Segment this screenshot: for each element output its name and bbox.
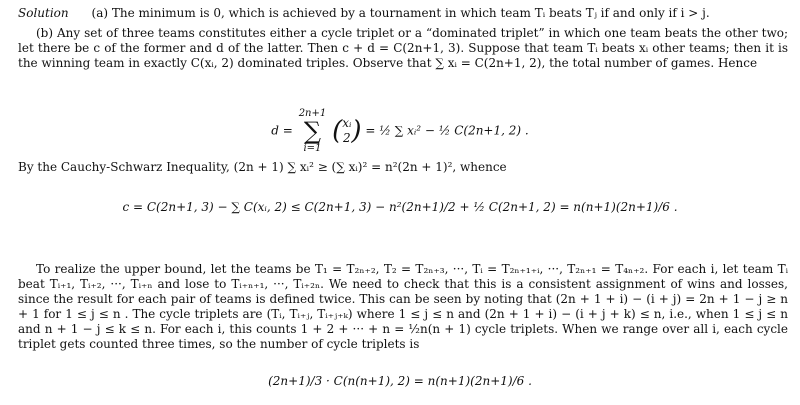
part-a-text: (a) The minimum is 0, which is achieved by a tournament in which team Tᵢ beats Tⱼ if and only if i > j. [91, 6, 710, 20]
solution-heading: Solution [18, 6, 69, 20]
equation-c: c = C(2n+1, 3) − ∑ C(xᵢ, 2) ≤ C(2n+1, 3) − n²(2n+1)/2 + ½ C(2n+1, 2) = n(n+1)(2n+1)/6 . [122, 200, 678, 214]
sum-symbol: 2n+1 ∑ i=1 [298, 108, 327, 154]
binomial-paren: ) [351, 116, 362, 146]
solution-part-a [18, 6, 788, 21]
upper-bound-paragraph: To realize the upper bound, let the teams be T₁ = T₂ₙ₊₂, T₂ = T₂ₙ₊₃, ···, Tᵢ = T₂ₙ₊₁₊ᵢ, ···, T₂ₙ₊₁ = T₄ₙ₊₂. For each i, let team Tᵢ beat Tᵢ₊₁, Tᵢ₊₂, ···, Tᵢ₊ₙ and lose to Tᵢ₊ₙ₊₁, ···, Tᵢ₊₂ₙ. We need to check that this is a consistent assignment of wins and losses, since the result for each pair of teams is defined twice. This can be seen by noting that (2n + 1 + i) − (i + j) = 2n + 1 − j ≥ n + 1 for 1 ≤ j ≤ n . The cycle triplets are (Tᵢ, Tᵢ₊ⱼ, Tᵢ₊ⱼ₊ₖ) where 1 ≤ j ≤ n and (2n + 1 + i) − (i + j + k) ≤ n, i.e., when 1 ≤ j ≤ n and n + 1 − j ≤ k ≤ n. For each i, this counts 1 + 2 + ··· + n = ½n(n + 1) cycle triplets. When we range over all i, each cycle triplet gets counted three times, so the number of cycle triplets is [18, 262, 788, 351]
cauchy-schwarz-line: By the Cauchy-Schwarz Inequality, (2n + 1) ∑ xᵢ² ≥ (∑ xᵢ)² = n²(2n + 1)², whence [18, 160, 507, 174]
equation-cycle-count: (2n+1)/3 · C(n(n+1), 2) = n(n+1)(2n+1)/6 . [268, 374, 532, 388]
part-b-paragraph: (b) Any set of three teams constitutes either a cycle triplet or a “dominated triplet” in which one team beats the other two; let there be c of the former and d of the latter. Then c + d = C(2n+1, 3). Suppose that team Tᵢ beats xᵢ other teams; then it is the winning team in exactly C(xᵢ, 2) dominated triples. Observe that ∑ xᵢ = C(2n+1, 2), the total number of games. Hence [18, 26, 788, 70]
binomial-paren: ( [332, 116, 343, 146]
equation-d-lhs: d = [271, 123, 293, 138]
binomial-xi-2: xᵢ 2 [342, 116, 352, 145]
equation-d-rest: = ½ ∑ xᵢ² − ½ C(2n+1, 2) . [365, 123, 529, 138]
equation-d [0, 108, 800, 154]
